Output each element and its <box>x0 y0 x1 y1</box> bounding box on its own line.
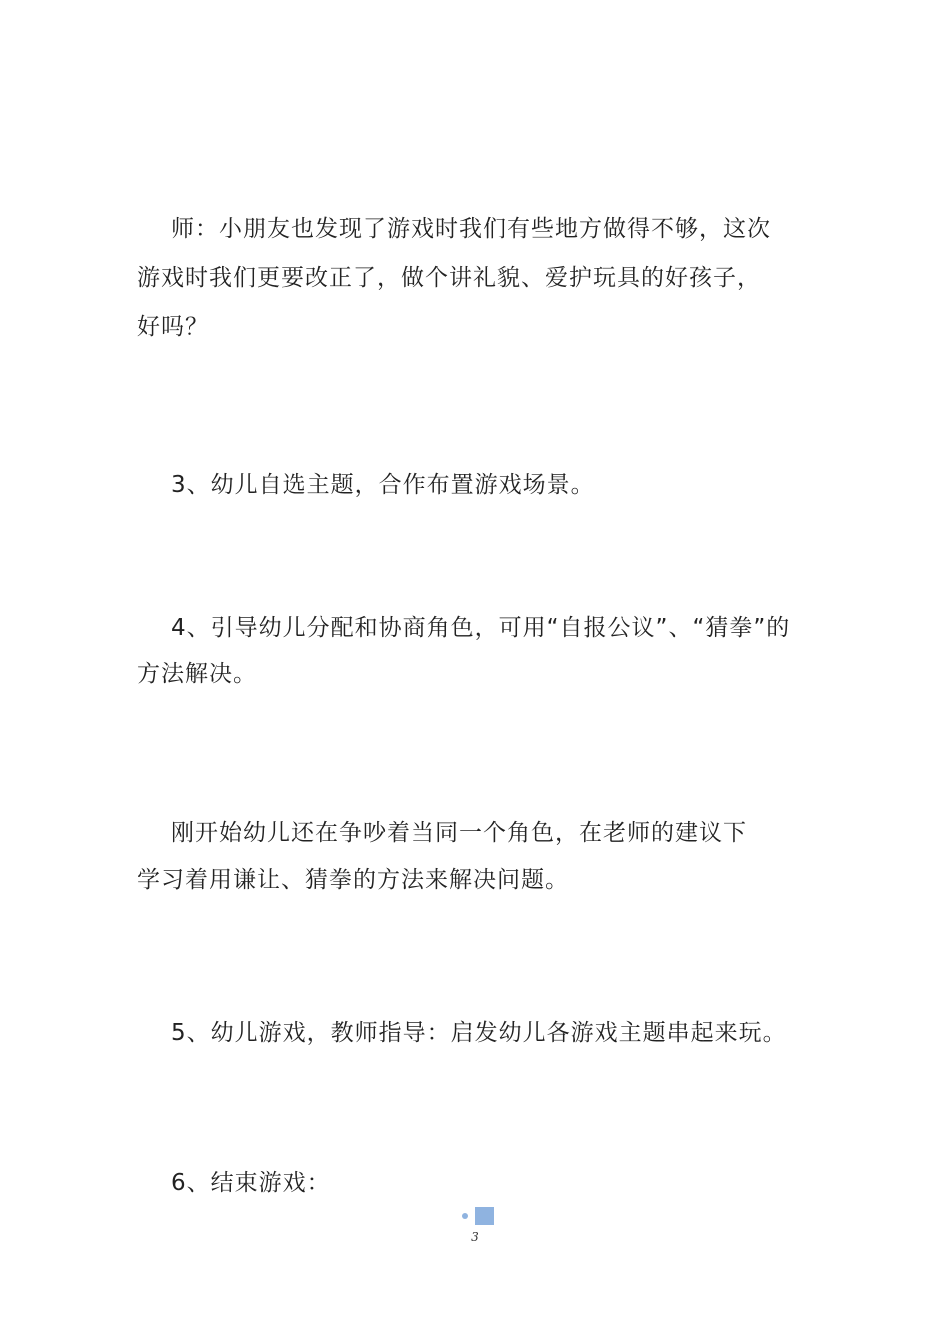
paragraph-line: 游戏时我们更要改正了，做个讲礼貌、爱护玩具的好孩子， <box>137 265 761 291</box>
paragraph-line: 方法解决。 <box>137 661 257 687</box>
paragraph-teacher-remark <box>137 205 827 352</box>
paragraph-line: 4、引导幼儿分配和协商角色，可用“自报公议”、“猜拳”的 <box>171 615 791 641</box>
paragraph-observation <box>137 810 827 904</box>
paragraph-step-5 <box>137 1010 827 1056</box>
footer-decoration <box>462 1207 498 1227</box>
paragraph-line: 学习着用谦让、猜拳的方法来解决问题。 <box>137 867 569 893</box>
paragraph-line: 刚开始幼儿还在争吵着当同一个角色，在老师的建议下 <box>171 820 747 846</box>
paragraph-step-3 <box>137 462 827 508</box>
footer-square-icon <box>475 1207 494 1225</box>
paragraph-line: 师：小朋友也发现了游戏时我们有些地方做得不够，这次 <box>171 216 771 242</box>
paragraph-line: 6、结束游戏： <box>171 1170 331 1196</box>
paragraph-step-4 <box>137 605 827 697</box>
footer-dot-icon <box>462 1213 468 1219</box>
page-number: 3 <box>471 1230 479 1244</box>
paragraph-step-6 <box>137 1160 827 1206</box>
paragraph-line: 5、幼儿游戏，教师指导：启发幼儿各游戏主题串起来玩。 <box>171 1020 787 1046</box>
paragraph-line: 好吗？ <box>137 314 209 340</box>
paragraph-line: 3、幼儿自选主题，合作布置游戏场景。 <box>171 472 595 498</box>
